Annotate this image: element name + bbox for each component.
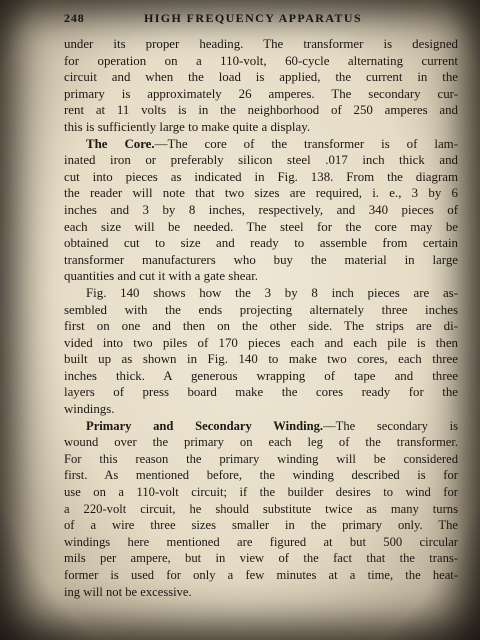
text-line: sembled with the ends projecting alternately three inches xyxy=(64,302,458,317)
text-run: —The secondary is xyxy=(323,418,458,433)
text-line: obtained cut to size and ready to assemble from certain xyxy=(64,236,458,251)
text-run: —The core of the transformer is of lam- xyxy=(154,136,458,151)
body-text xyxy=(64,36,458,600)
section-heading-the-core: The Core. xyxy=(86,136,155,151)
text-line: the reader will note that two sizes are required, i. e., 3 by 6 xyxy=(64,186,458,201)
text-line: a 220-volt circuit, he should substitute twice as many turns xyxy=(64,501,458,516)
text-line xyxy=(64,136,458,153)
paragraph-the-core xyxy=(64,136,458,285)
page-number: 248 xyxy=(64,11,85,25)
text-line: windings. xyxy=(64,402,115,417)
text-line: use on a 110-volt circuit; if the builder desires to wind for xyxy=(64,485,458,500)
text-line: For this reason the primary winding will be considered xyxy=(64,451,458,466)
text-line: ing will not be excessive. xyxy=(64,584,192,599)
text-line: first on one and then on the other side. The strips are di- xyxy=(64,319,458,334)
text-line: built up as shown in Fig. 140 to make two cores, each three xyxy=(64,352,458,367)
text-line: layers of press board make the cores ready for the xyxy=(64,385,458,400)
section-heading-winding: Primary and Secondary Winding. xyxy=(86,418,324,433)
paragraph-intro xyxy=(64,36,458,136)
text-line: rent at 11 volts is in the neighborhood of 250 amperes and xyxy=(64,103,458,118)
text-line: cut into pieces as indicated in Fig. 138. From the diagram xyxy=(64,169,458,184)
text-line: transformer manufacturers who buy the material in large xyxy=(64,252,458,267)
text-line: each size will be needed. The steel for the core may be xyxy=(64,219,458,234)
text-line: inches and 3 by 8 inches, respectively, and 340 pieces of xyxy=(64,202,458,217)
text-line: mils per ampere, but in view of the fact that the trans- xyxy=(64,551,458,566)
text-line: under its proper heading. The transformer is designed xyxy=(64,37,458,51)
text-line: vided into two piles of 170 pieces each and each pile is then xyxy=(64,335,458,350)
text-line: of a wire three sizes smaller in the primary only. The xyxy=(64,518,458,533)
text-line: inated iron or preferably silicon steel .017 inch thick and xyxy=(64,153,458,168)
paragraph-fig-140 xyxy=(64,285,458,418)
text-line: windings here mentioned are figured at but 500 circular xyxy=(64,534,458,549)
page-header xyxy=(64,8,458,30)
paragraph-primary-secondary-winding xyxy=(64,418,458,601)
text-line: circuit and when the load is applied, the current in the xyxy=(64,70,458,85)
text-line: Fig. 140 shows how the 3 by 8 inch pieces are as- xyxy=(86,285,458,300)
text-line: primary is approximately 26 amperes. The secondary cur- xyxy=(64,86,458,101)
text-line: former is used for only a few minutes at a time, the heat- xyxy=(64,568,458,582)
text-line: quantities and cut it with a gate shear. xyxy=(64,269,259,284)
text-line: for operation on a 110-volt, 60-cycle alternating current xyxy=(64,53,458,68)
text-line xyxy=(64,418,458,435)
text-line: this is sufficiently large to make quite a display. xyxy=(64,119,311,134)
text-line: wound over the primary on each leg of the transformer. xyxy=(64,435,458,450)
text-line: first. As mentioned before, the winding described is for xyxy=(64,468,458,483)
text-line: inches thick. A generous wrapping of tape and three xyxy=(64,368,458,383)
book-page xyxy=(64,8,458,628)
running-head: HIGH FREQUENCY APPARATUS xyxy=(144,11,363,25)
